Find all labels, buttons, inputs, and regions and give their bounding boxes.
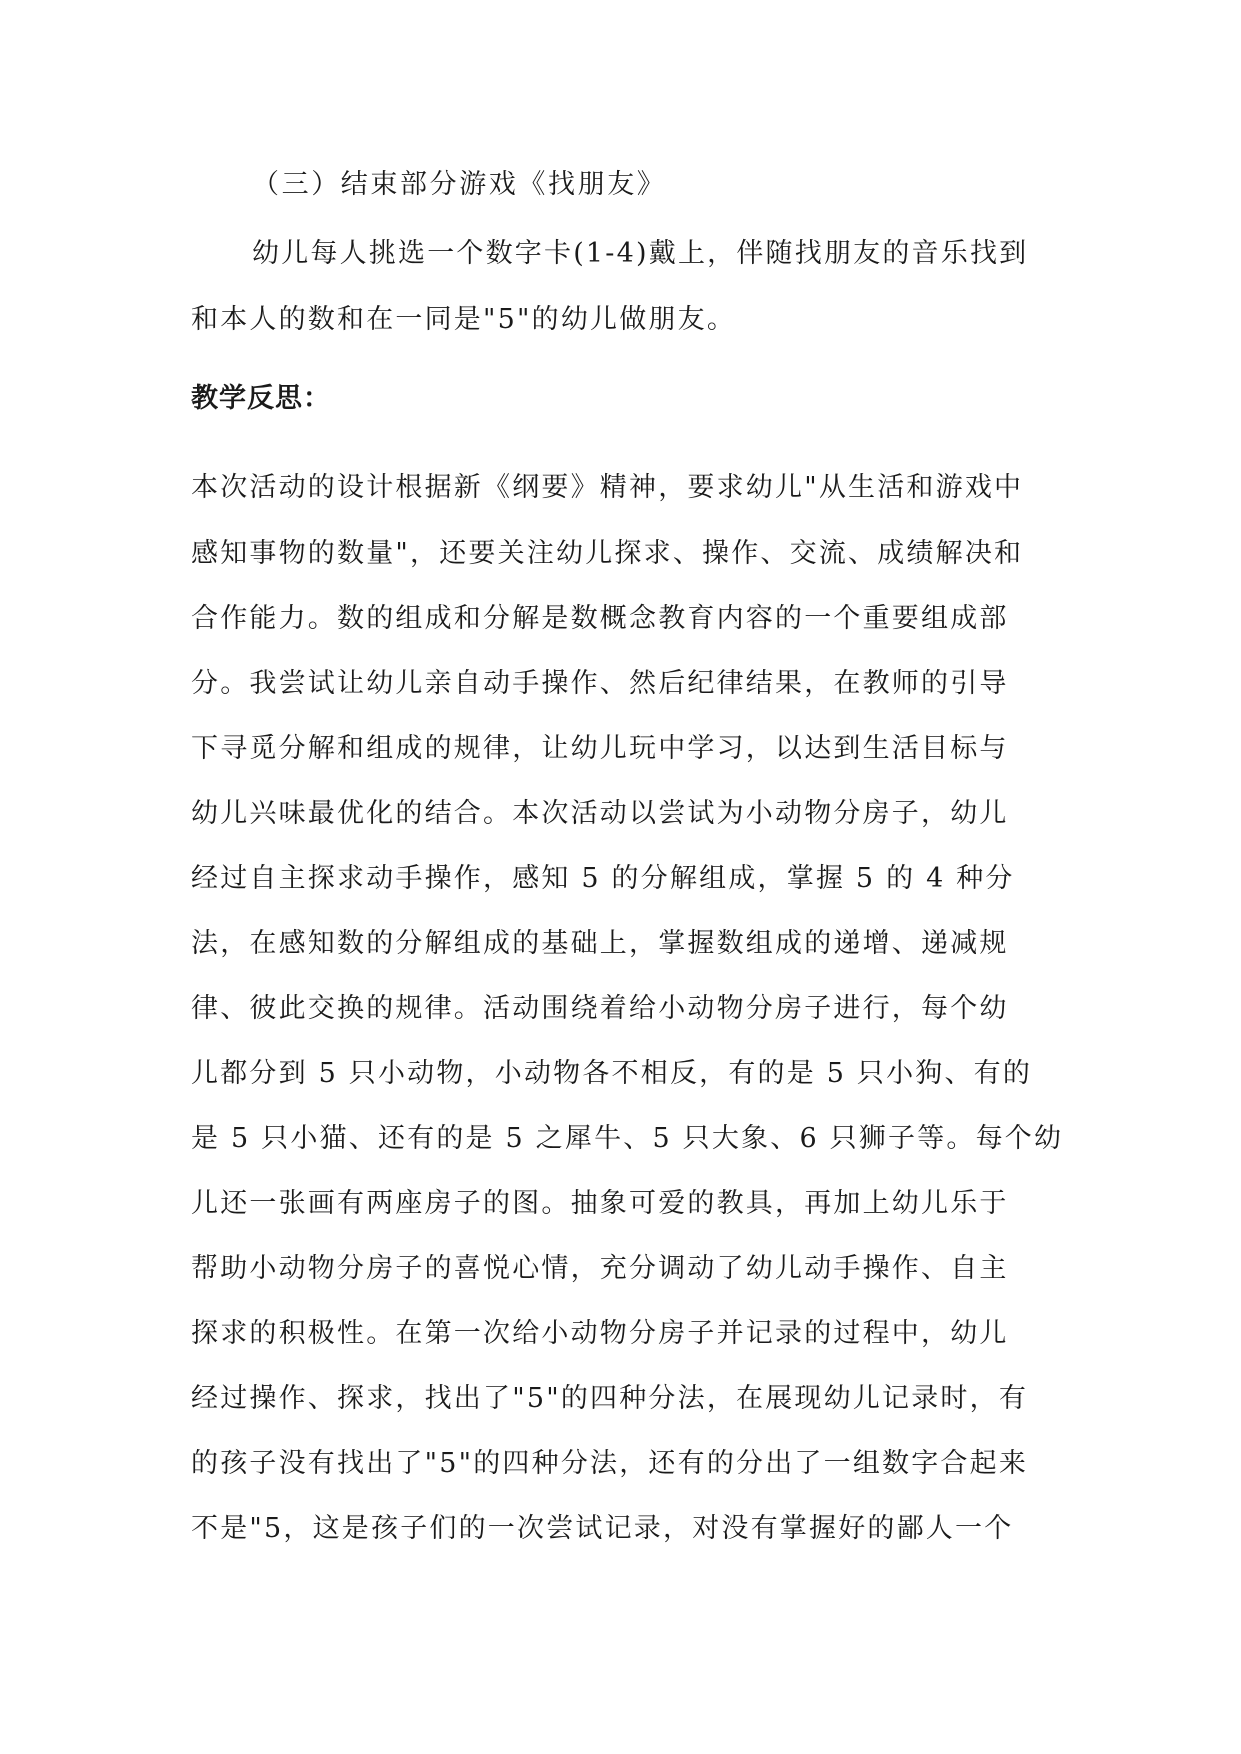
reflection-line: 幼儿兴味最优化的结合。本次活动以尝试为小动物分房子，幼儿 [191,798,1009,829]
paragraph-line: 幼儿每人挑选一个数字卡(1-4)戴上，伴随找朋友的音乐找到 [252,238,1029,269]
reflection-line: 是 5 只小猫、还有的是 5 之犀牛、5 只大象、6 只狮子等。每个幼 [191,1123,1064,1154]
reflection-heading: 教学反思： [191,383,331,414]
reflection-line: 探求的积极性。在第一次给小动物分房子并记录的过程中，幼儿 [191,1318,1009,1349]
reflection-line: 不是"5，这是孩子们的一次尝试记录，对没有掌握好的鄙人一个 [191,1513,1014,1544]
reflection-line: 律、彼此交换的规律。活动围绕着给小动物分房子进行，每个幼 [191,993,1009,1024]
reflection-line: 法，在感知数的分解组成的基础上，掌握数组成的递增、递减规 [191,928,1009,959]
paragraph-line: 和本人的数和在一同是"5"的幼儿做朋友。 [191,304,737,335]
reflection-line: 儿还一张画有两座房子的图。抽象可爱的教具，再加上幼儿乐于 [191,1188,1009,1219]
section-title: （三）结束部分游戏《找朋友》 [252,169,667,200]
reflection-line: 经过操作、探求，找出了"5"的四种分法，在展现幼儿记录时，有 [191,1383,1029,1414]
reflection-line: 分。我尝试让幼儿亲自动手操作、然后纪律结果，在教师的引导 [191,668,1009,699]
reflection-line: 下寻觅分解和组成的规律，让幼儿玩中学习，以达到生活目标与 [191,733,1009,764]
reflection-line: 经过自主探求动手操作，感知 5 的分解组成，掌握 5 的 4 种分 [191,863,1015,894]
reflection-line: 儿都分到 5 只小动物，小动物各不相反，有的是 5 只小狗、有的 [191,1058,1033,1089]
reflection-line: 感知事物的数量"，还要关注幼儿探求、操作、交流、成绩解决和 [191,538,1024,569]
reflection-line: 合作能力。数的组成和分解是数概念教育内容的一个重要组成部 [191,603,1009,634]
reflection-line: 的孩子没有找出了"5"的四种分法，还有的分出了一组数字合起来 [191,1448,1029,1479]
reflection-line: 本次活动的设计根据新《纲要》精神，要求幼儿"从生活和游戏中 [191,472,1024,503]
reflection-line: 帮助小动物分房子的喜悦心情，充分调动了幼儿动手操作、自主 [191,1253,1009,1284]
